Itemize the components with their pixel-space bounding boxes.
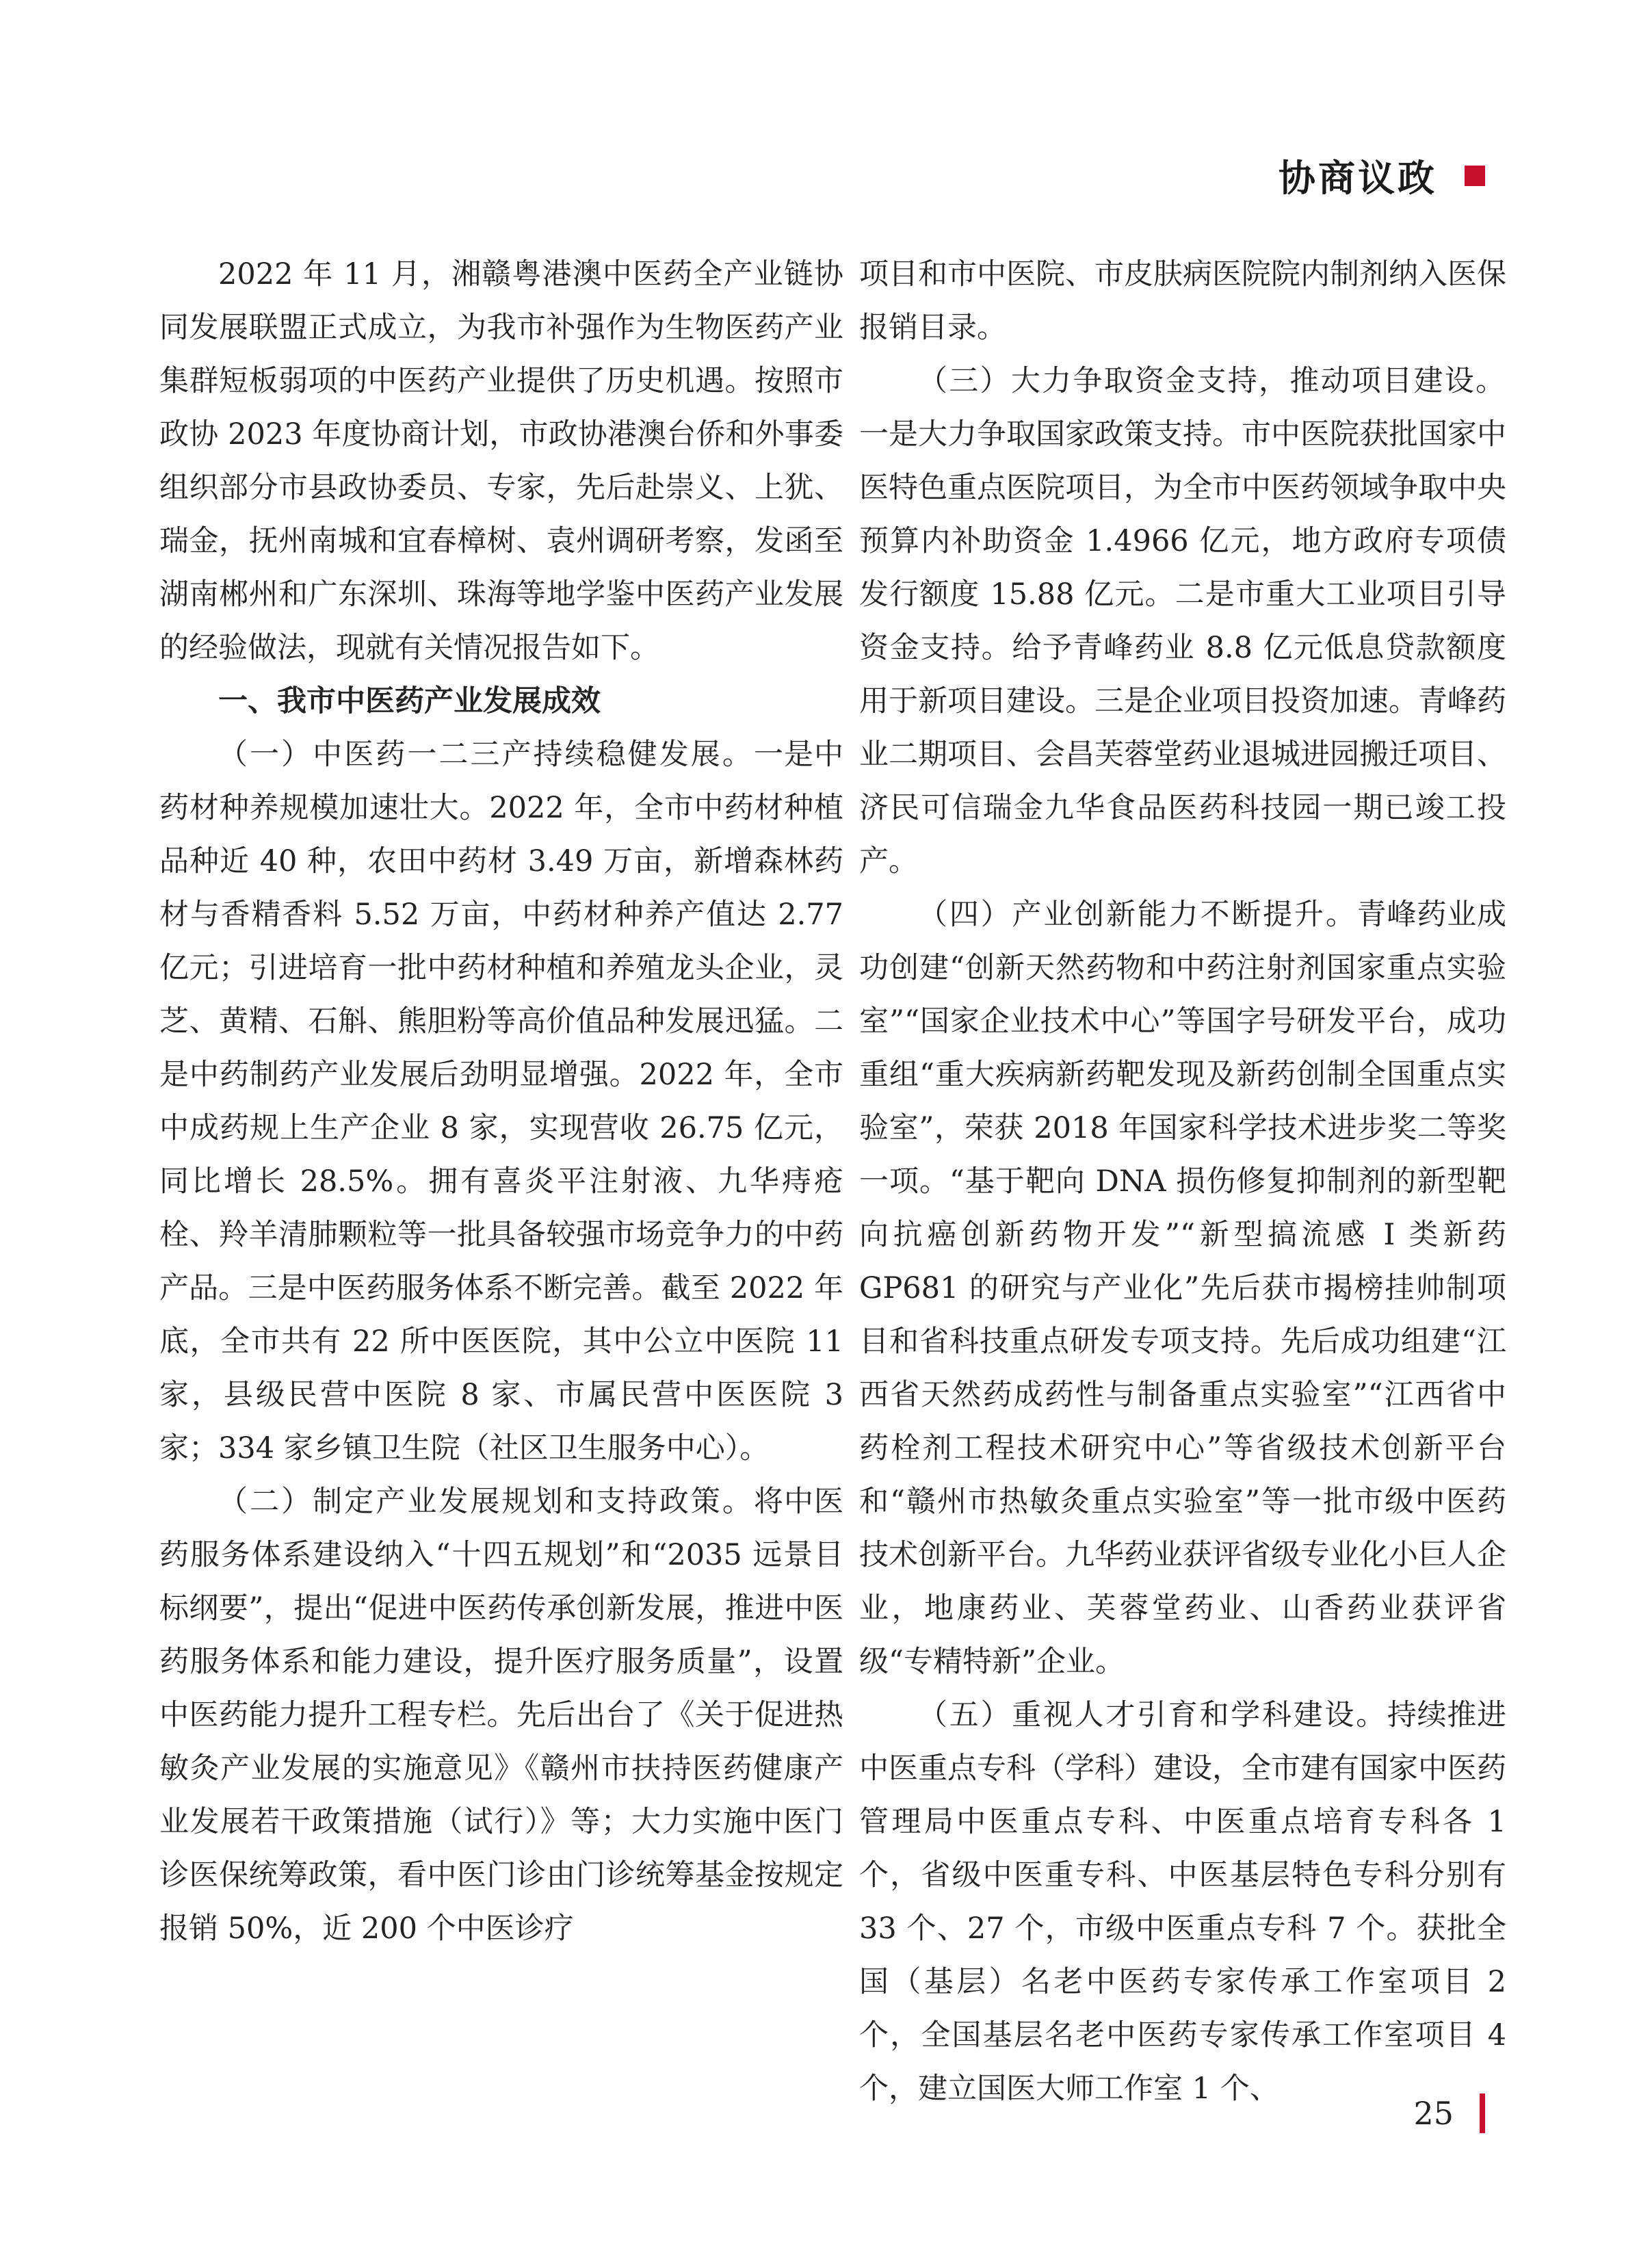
- subsection-1-body: 一是中药材种养规模加速壮大。2022 年，全市中药材种植品种近 40 种，农田中药材 3.49 万亩，新增森林药材与香精香料 5.52 万亩，中药材种养产值达 2.77 亿元；引进培育一批中药材种植和养殖龙头企业，灵芝、黄精、石斛、熊胆粉等高价值品种发展迅猛。二是中药制药产业发展后劲明显增强。2022 年，全市中成药规上生产企业 8 家，实现营收 26.75 亿元，同比增长 28.5%。拥有喜炎平注射液、九华痔疮栓、羚羊清肺颗粒等一批具备较强市场竞争力的中药产品。三是中医药服务体系不断完善。截至 2022 年底，全市共有 22 所中医医院，其中公立中医院 11 家，县级民营中医院 8 家、市属民营中医医院 3 家；334 家乡镇卫生院（社区卫生服务中心）。: [159, 738, 844, 1465]
- paragraph-subsection-2: [159, 1475, 843, 1955]
- page-footer: [1413, 2093, 1485, 2133]
- subsection-5-title: （五）重视人才引育和学科建设。: [918, 1698, 1387, 1732]
- subsection-5-body: 持续推进中医重点专科（学科）建设，全市建有国家中医药管理局中医重点专科、中医重点培育专科各 1 个，省级中医重专科、中医基层特色专科分别有 33 个、27 个，市级中医重点专科 7 个。获批全国（基层）名老中医药专家传承工作室项目 2 个，全国基层名老中医药专家传承工作室项目 4 个，建立国医大师工作室 1 个、: [859, 1698, 1507, 2106]
- left-column: [159, 248, 843, 1955]
- subsection-2-body: 将中医药服务体系建设纳入“十四五规划”和“2035 远景目标纲要”，提出“促进中医药传承创新发展，推进中医药服务体系和能力建设，提升医疗服务质量”，设置中医药能力提升工程专栏。先后出台了《关于促进热敏灸产业发展的实施意见》《赣州市扶持医药健康产业发展若干政策措施（试行）》等；大力实施中医门诊医保统筹政策，看中医门诊由门诊统筹基金按规定报销 50%，近 200 个中医诊疗: [159, 1485, 844, 1946]
- heading-achievements: 一、我市中医药产业发展成效: [218, 684, 601, 718]
- section-title: 协商议政: [1279, 157, 1437, 200]
- subsection-4-title: （四）产业创新能力不断提升。: [918, 898, 1357, 932]
- page-number: 25: [1413, 2095, 1454, 2132]
- red-square-marker: [1465, 166, 1485, 186]
- right-column: [859, 248, 1506, 2115]
- paragraph-subsection-5: [859, 1688, 1506, 2115]
- paragraph-subsection-3: [859, 354, 1506, 888]
- continued-paragraph: 项目和市中医院、市皮肤病医院院内制剂纳入医保报销目录。: [859, 257, 1506, 345]
- section-header: [1279, 149, 1485, 202]
- red-vertical-bar: [1480, 2093, 1485, 2133]
- paragraph-subsection-1: [159, 728, 843, 1475]
- paragraph-subsection-4: [859, 888, 1506, 1688]
- intro-paragraph: 2022 年 11 月，湘赣粤港澳中医药全产业链协同发展联盟正式成立，为我市补强作为生物医药产业集群短板弱项的中医药产业提供了历史机遇。按照市政协 2023 年度协商计划，市政协港澳台侨和外事委组织部分市县政协委员、专家，先后赴崇义、上犹、瑞金，抚州南城和宜春樟树、袁州调研考察，发函至湖南郴州和广东深圳、珠海等地学鉴中医药产业发展的经验做法，现就有关情况报告如下。: [159, 257, 843, 665]
- subsection-3-title: （三）大力争取资金支持，推动项目建设。: [918, 364, 1506, 398]
- subsection-1-title: （一）中医药一二三产持续稳健发展。: [218, 738, 754, 772]
- subsection-4-body: 青峰药业成功创建“创新天然药物和中药注射剂国家重点实验室”“国家企业技术中心”等国字号研发平台，成功重组“重大疾病新药靶发现及新药创制全国重点实验室”，荣获 2018 年国家科学技术进步奖二等奖一项。“基于靶向 DNA 损伤修复抑制剂的新型靶向抗癌创新药物开发”“新型搞流感 I 类新药 GP681 的研究与产业化”先后获市揭榜挂帅制项目和省科技重点研发专项支持。先后成功组建“江西省天然药成药性与制备重点实验室”“江西省中药栓剂工程技术研究中心”等省级技术创新平台和“赣州市热敏灸重点实验室”等一批市级中医药技术创新平台。九华药业获评省级专业化小巨人企业，地康药业、芙蓉堂药业、山香药业获评省级“专精特新”企业。: [859, 898, 1507, 1679]
- subsection-2-title: （二）制定产业发展规划和支持政策。: [218, 1485, 754, 1519]
- subsection-3-body: 一是大力争取国家政策支持。市中医院获批国家中医特色重点医院项目，为全市中医药领域争取中央预算内补助资金 1.4966 亿元，地方政府专项债发行额度 15.88 亿元。二是市重大工业项目引导资金支持。给予青峰药业 8.8 亿元低息贷款额度用于新项目建设。三是企业项目投资加速。青峰药业二期项目、会昌芙蓉堂药业退城进园搬迁项目、济民可信瑞金九华食品医药科技园一期已竣工投产。: [859, 417, 1506, 878]
